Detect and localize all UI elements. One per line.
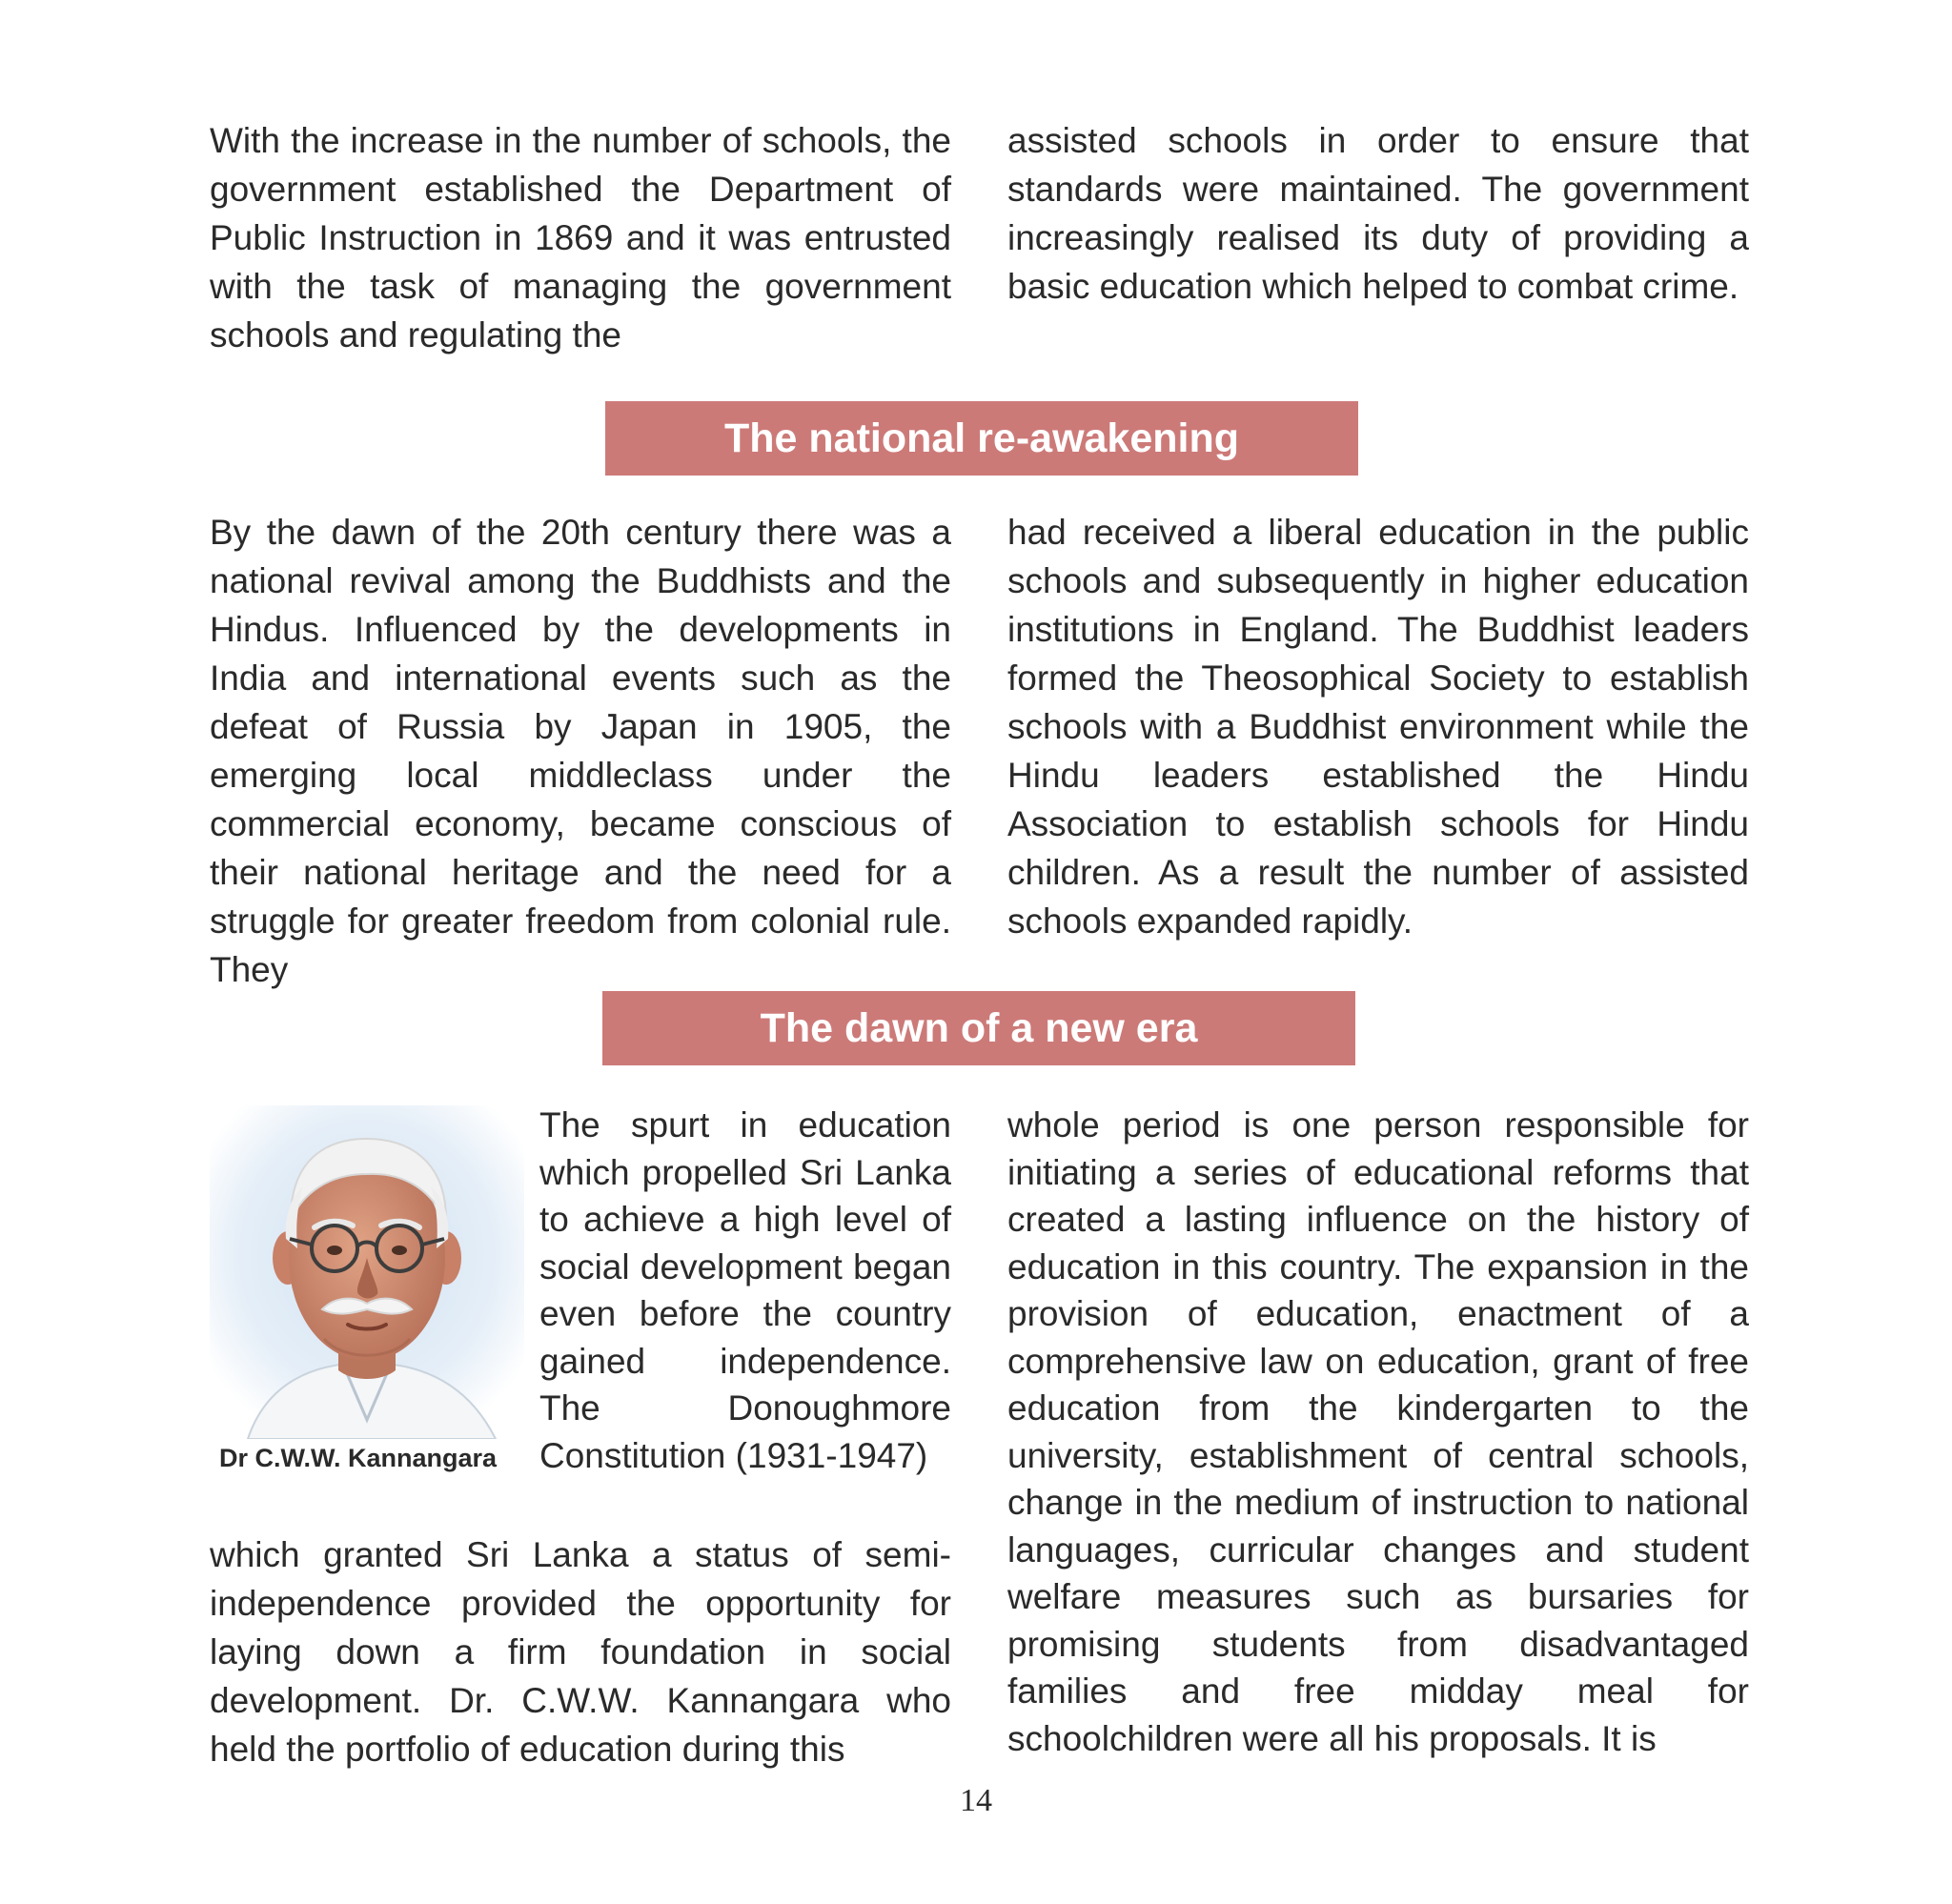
section-heading-dawn-new-era: The dawn of a new era <box>602 991 1355 1065</box>
new-era-left-column <box>210 1530 951 1773</box>
section-heading-national-reawakening: The national re-awakening <box>605 401 1358 476</box>
new-era-wrap-paragraph: The spurt in education which propelled Sri Lanka to achieve a high level of social development began even before the country gained independence. The Donoughmore Constitution (1931-1947) <box>539 1105 951 1475</box>
portrait-caption: Dr C.W.W. Kannangara <box>219 1444 498 1472</box>
kannangara-portrait <box>210 1105 524 1439</box>
intro-left-paragraph: With the increase in the number of schools, the government established the Department of Public Instruction in 1869 and it was entrusted with the task of managing the government schools and regulating the <box>210 121 951 354</box>
reawakening-left-paragraph: By the dawn of the 20th century there was a national revival among the Buddhists and the Hindus. Influenced by the developments in India and international events such as the defeat of Russia by Japan in 1905, the emerging local middleclass under the commercial economy, became conscious of their national heritage and the need for a struggle for greater freedom from colonial rule. They <box>210 513 951 989</box>
reawakening-right-paragraph: had received a liberal education in the public schools and subsequently in higher education institutions in England. The Buddhist leaders formed the Theosophical Society to establish schools with a Buddhist environment while the Hindu leaders established the Hindu Association to establish schools for Hindu children. As a result the number of assisted schools expanded rapidly. <box>1007 513 1749 941</box>
new-era-left-paragraph: which granted Sri Lanka a status of semi-independence provided the opportunity for laying down a firm foundation in social development. Dr. C.W.W. Kannangara who held the portfolio of education during this <box>210 1535 951 1769</box>
new-era-right-paragraph: whole period is one person responsible for initiating a series of educational reforms that created a lasting influence on the history of education in this country. The expansion in the provision of education, enactment of a comprehensive law on education, grant of free education from the kindergarten to the university, establishment of central schools, change in the medium of instruction to national languages, curricular changes and student welfare measures such as bursaries for promising students from disadvantaged families and free midday meal for schoolchildren were all his proposals. It is <box>1007 1105 1749 1758</box>
new-era-wrap-column <box>539 1102 951 1479</box>
reawakening-right-column <box>1007 508 1749 945</box>
intro-right-paragraph: assisted schools in order to ensure that standards were maintained. The government increasingly realised its duty of providing a basic education which helped to combat crime. <box>1007 121 1749 306</box>
page-number: 14 <box>960 1783 992 1818</box>
reawakening-left-column <box>210 508 951 994</box>
new-era-right-column <box>1007 1102 1749 1762</box>
intro-left-column <box>210 116 951 359</box>
intro-right-column <box>1007 116 1749 311</box>
